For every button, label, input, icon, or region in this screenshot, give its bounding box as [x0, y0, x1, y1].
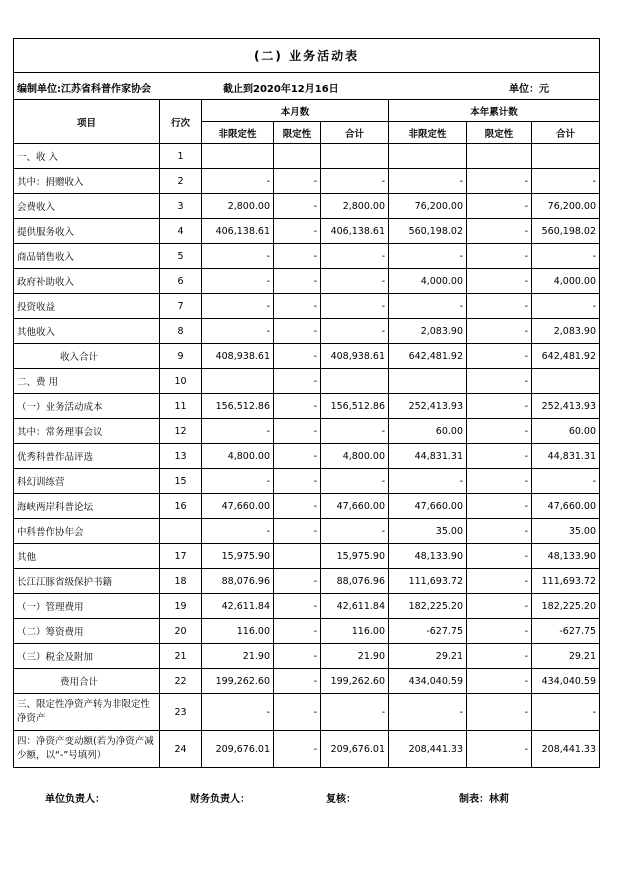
cell-year-total: 252,413.93	[532, 394, 600, 419]
cell-year-unrestricted: 642,481.92	[389, 344, 467, 369]
cell-month-restricted: -	[274, 344, 321, 369]
footer-preparer: 制表：林莉	[459, 794, 509, 805]
cell-year-unrestricted: 29.21	[389, 644, 467, 669]
cell-month-restricted	[274, 144, 321, 169]
row-line-number: 12	[160, 419, 202, 444]
cell-month-unrestricted: -	[202, 269, 274, 294]
cell-month-unrestricted	[202, 369, 274, 394]
cell-year-total: 642,481.92	[532, 344, 600, 369]
cell-month-total: 47,660.00	[321, 494, 389, 519]
cell-year-total: -	[532, 169, 600, 194]
row-item-name: 投资收益	[14, 294, 160, 319]
cell-year-total: 434,040.59	[532, 669, 600, 694]
cell-month-unrestricted: 116.00	[202, 619, 274, 644]
cell-year-total: 111,693.72	[532, 569, 600, 594]
cell-month-total: 408,938.61	[321, 344, 389, 369]
row-line-number: 18	[160, 569, 202, 594]
cell-year-total: 76,200.00	[532, 194, 600, 219]
cell-year-unrestricted: 44,831.31	[389, 444, 467, 469]
cell-year-restricted: -	[467, 169, 532, 194]
table-row	[14, 169, 600, 194]
cell-month-restricted: -	[274, 644, 321, 669]
cell-month-restricted: -	[274, 619, 321, 644]
cell-month-restricted: -	[274, 319, 321, 344]
cell-year-restricted: -	[467, 694, 532, 731]
cell-month-restricted: -	[274, 219, 321, 244]
row-line-number: 5	[160, 244, 202, 269]
cell-month-unrestricted: -	[202, 244, 274, 269]
cell-year-unrestricted: 47,660.00	[389, 494, 467, 519]
cell-month-total: -	[321, 419, 389, 444]
cell-year-total: 47,660.00	[532, 494, 600, 519]
cell-year-restricted: -	[467, 394, 532, 419]
cell-year-total: 48,133.90	[532, 544, 600, 569]
cell-year-total	[532, 144, 600, 169]
table-row	[14, 419, 600, 444]
table-row	[14, 569, 600, 594]
cell-year-unrestricted: 76,200.00	[389, 194, 467, 219]
row-item-name: 其他	[14, 544, 160, 569]
cell-month-unrestricted: 199,262.60	[202, 669, 274, 694]
cell-year-unrestricted: 48,133.90	[389, 544, 467, 569]
cell-year-restricted: -	[467, 269, 532, 294]
table-row	[14, 244, 600, 269]
cell-month-restricted	[274, 544, 321, 569]
cell-year-unrestricted: 60.00	[389, 419, 467, 444]
cell-year-total: 560,198.02	[532, 219, 600, 244]
row-item-name: 三、限定性净资产转为非限定性净资产	[14, 694, 160, 731]
footer-review: 复核：	[326, 794, 356, 805]
row-item-name: （一）管理费用	[14, 594, 160, 619]
statement-table	[13, 38, 600, 768]
cell-month-unrestricted: 47,660.00	[202, 494, 274, 519]
cell-month-total: -	[321, 469, 389, 494]
row-line-number: 1	[160, 144, 202, 169]
cell-month-total: 4,800.00	[321, 444, 389, 469]
cell-year-total: 60.00	[532, 419, 600, 444]
row-item-name: （二）筹资费用	[14, 619, 160, 644]
cell-month-unrestricted: 42,611.84	[202, 594, 274, 619]
row-line-number: 2	[160, 169, 202, 194]
cell-month-total: 116.00	[321, 619, 389, 644]
cell-year-total: 44,831.31	[532, 444, 600, 469]
cell-month-unrestricted: -	[202, 694, 274, 731]
cell-month-unrestricted: 21.90	[202, 644, 274, 669]
table-row	[14, 594, 600, 619]
row-line-number: 22	[160, 669, 202, 694]
cell-year-unrestricted: 182,225.20	[389, 594, 467, 619]
footer-unit-head: 单位负责人：	[45, 794, 105, 805]
row-item-name: 提供服务收入	[14, 219, 160, 244]
row-line-number: 23	[160, 694, 202, 731]
cell-month-total: -	[321, 319, 389, 344]
cell-year-total: 208,441.33	[532, 731, 600, 768]
row-item-name: 商品销售收入	[14, 244, 160, 269]
header-year-total: 合计	[532, 122, 600, 144]
table-row	[14, 144, 600, 169]
cell-month-restricted: -	[274, 294, 321, 319]
cell-year-restricted: -	[467, 469, 532, 494]
cell-month-total: 21.90	[321, 644, 389, 669]
row-item-name: 其他收入	[14, 319, 160, 344]
cell-year-total: -	[532, 294, 600, 319]
cell-year-restricted: -	[467, 494, 532, 519]
table-row	[14, 394, 600, 419]
cell-month-restricted: -	[274, 244, 321, 269]
cell-month-unrestricted: -	[202, 469, 274, 494]
cell-year-restricted: -	[467, 294, 532, 319]
cell-year-restricted: -	[467, 644, 532, 669]
row-item-name: 其中：捐赠收入	[14, 169, 160, 194]
table-row	[14, 194, 600, 219]
cell-month-total: 88,076.96	[321, 569, 389, 594]
header-year-restricted: 限定性	[467, 122, 532, 144]
cell-month-restricted: -	[274, 594, 321, 619]
cell-month-total: -	[321, 169, 389, 194]
cell-month-restricted: -	[274, 569, 321, 594]
cell-year-restricted: -	[467, 444, 532, 469]
row-item-name: 政府补助收入	[14, 269, 160, 294]
cell-month-total	[321, 144, 389, 169]
cell-month-unrestricted: 406,138.61	[202, 219, 274, 244]
row-line-number: 7	[160, 294, 202, 319]
cell-year-unrestricted: -	[389, 694, 467, 731]
row-line-number: 20	[160, 619, 202, 644]
table-row	[14, 544, 600, 569]
header-year-cumulative: 本年累计数	[389, 100, 600, 122]
row-item-name: （一）业务活动成本	[14, 394, 160, 419]
cell-year-unrestricted: -	[389, 294, 467, 319]
row-item-name: 其中：常务理事会议	[14, 419, 160, 444]
table-row	[14, 494, 600, 519]
cell-month-unrestricted: -	[202, 294, 274, 319]
cell-year-unrestricted: 252,413.93	[389, 394, 467, 419]
table-row	[14, 469, 600, 494]
header-month-unrestricted: 非限定性	[202, 122, 274, 144]
cell-year-unrestricted: -	[389, 169, 467, 194]
row-line-number	[160, 519, 202, 544]
header-current-month: 本月数	[202, 100, 389, 122]
cell-month-restricted: -	[274, 519, 321, 544]
cell-month-unrestricted: 4,800.00	[202, 444, 274, 469]
cell-month-unrestricted: 88,076.96	[202, 569, 274, 594]
cell-month-unrestricted: 209,676.01	[202, 731, 274, 768]
row-item-name: 会费收入	[14, 194, 160, 219]
cell-month-unrestricted: 156,512.86	[202, 394, 274, 419]
cell-year-total: -627.75	[532, 619, 600, 644]
row-line-number: 24	[160, 731, 202, 768]
cell-year-unrestricted: 434,040.59	[389, 669, 467, 694]
cell-year-unrestricted: 111,693.72	[389, 569, 467, 594]
cell-year-total: -	[532, 694, 600, 731]
cell-month-restricted: -	[274, 419, 321, 444]
table-row	[14, 344, 600, 369]
table-row	[14, 644, 600, 669]
table-row	[14, 319, 600, 344]
row-line-number: 19	[160, 594, 202, 619]
cell-year-unrestricted: 560,198.02	[389, 219, 467, 244]
cell-year-total	[532, 369, 600, 394]
row-item-name: 科幻训练营	[14, 469, 160, 494]
cell-month-total: 42,611.84	[321, 594, 389, 619]
row-item-name: 收入合计	[14, 344, 160, 369]
cell-month-total: 209,676.01	[321, 731, 389, 768]
cell-year-unrestricted: 2,083.90	[389, 319, 467, 344]
cell-year-unrestricted	[389, 144, 467, 169]
cell-month-unrestricted: -	[202, 519, 274, 544]
cell-month-total: 406,138.61	[321, 219, 389, 244]
row-line-number: 10	[160, 369, 202, 394]
row-item-name: （三）税金及附加	[14, 644, 160, 669]
cell-year-restricted: -	[467, 319, 532, 344]
cell-year-restricted: -	[467, 219, 532, 244]
cell-month-unrestricted: -	[202, 169, 274, 194]
row-line-number: 3	[160, 194, 202, 219]
cell-month-restricted: -	[274, 169, 321, 194]
unit-label: 编制单位:江苏省科普作家协会	[17, 84, 151, 95]
signature-footer	[0, 790, 620, 806]
cell-year-total: 182,225.20	[532, 594, 600, 619]
row-item-name: 长江江豚省级保护书籍	[14, 569, 160, 594]
row-line-number: 16	[160, 494, 202, 519]
footer-finance-head: 财务负责人：	[190, 794, 250, 805]
cell-month-total: 199,262.60	[321, 669, 389, 694]
header-month-restricted: 限定性	[274, 122, 321, 144]
activity-statement	[13, 38, 599, 768]
cell-year-restricted: -	[467, 419, 532, 444]
row-line-number: 6	[160, 269, 202, 294]
info-bar	[14, 73, 600, 100]
cell-month-total: -	[321, 244, 389, 269]
cell-year-restricted	[467, 144, 532, 169]
cell-month-unrestricted: -	[202, 319, 274, 344]
cell-month-restricted: -	[274, 669, 321, 694]
cell-month-total: -	[321, 519, 389, 544]
cell-year-restricted: -	[467, 344, 532, 369]
cell-month-unrestricted: 15,975.90	[202, 544, 274, 569]
table-row	[14, 519, 600, 544]
cell-year-restricted: -	[467, 244, 532, 269]
cell-year-unrestricted	[389, 369, 467, 394]
cell-month-restricted: -	[274, 369, 321, 394]
cell-year-restricted: -	[467, 594, 532, 619]
cell-year-unrestricted: 4,000.00	[389, 269, 467, 294]
cell-month-unrestricted: 408,938.61	[202, 344, 274, 369]
cell-year-restricted: -	[467, 519, 532, 544]
row-line-number: 21	[160, 644, 202, 669]
row-item-name: 四：净资产变动额(若为净资产减少额，以“-”号填列）	[14, 731, 160, 768]
cell-month-total: -	[321, 269, 389, 294]
cell-year-unrestricted: -627.75	[389, 619, 467, 644]
cell-month-unrestricted: -	[202, 419, 274, 444]
table-row	[14, 369, 600, 394]
row-line-number: 13	[160, 444, 202, 469]
cell-year-total: 29.21	[532, 644, 600, 669]
row-line-number: 15	[160, 469, 202, 494]
row-item-name: 费用合计	[14, 669, 160, 694]
cell-month-restricted: -	[274, 444, 321, 469]
cell-year-unrestricted: 208,441.33	[389, 731, 467, 768]
cell-month-total: 2,800.00	[321, 194, 389, 219]
cell-month-restricted: -	[274, 494, 321, 519]
cell-year-total: -	[532, 469, 600, 494]
table-row	[14, 731, 600, 768]
cell-month-total	[321, 369, 389, 394]
cell-year-restricted: -	[467, 619, 532, 644]
cell-month-total: -	[321, 694, 389, 731]
row-item-name: 二、费 用	[14, 369, 160, 394]
header-line: 行次	[160, 100, 202, 144]
header-item: 项目	[14, 100, 160, 144]
table-row	[14, 294, 600, 319]
cell-year-total: 4,000.00	[532, 269, 600, 294]
cell-month-total: 156,512.86	[321, 394, 389, 419]
cell-year-unrestricted: -	[389, 244, 467, 269]
header-month-total: 合计	[321, 122, 389, 144]
row-line-number: 11	[160, 394, 202, 419]
date-label: 截止到2020年12月16日	[223, 84, 339, 95]
cell-year-unrestricted: -	[389, 469, 467, 494]
table-row	[14, 219, 600, 244]
row-item-name: 海峡两岸科普论坛	[14, 494, 160, 519]
row-line-number: 8	[160, 319, 202, 344]
row-item-name: 中科普作协年会	[14, 519, 160, 544]
page-title: (二) 业务活动表	[14, 39, 600, 73]
cell-year-restricted: -	[467, 569, 532, 594]
table-row	[14, 669, 600, 694]
cell-month-restricted: -	[274, 469, 321, 494]
cell-month-restricted: -	[274, 731, 321, 768]
cell-year-restricted: -	[467, 369, 532, 394]
cell-month-unrestricted	[202, 144, 274, 169]
header-year-unrestricted: 非限定性	[389, 122, 467, 144]
cell-month-restricted: -	[274, 194, 321, 219]
row-line-number: 4	[160, 219, 202, 244]
cell-month-restricted: -	[274, 269, 321, 294]
cell-month-restricted: -	[274, 694, 321, 731]
cell-year-unrestricted: 35.00	[389, 519, 467, 544]
cell-year-restricted: -	[467, 669, 532, 694]
row-line-number: 17	[160, 544, 202, 569]
cell-year-restricted: -	[467, 544, 532, 569]
table-row	[14, 444, 600, 469]
table-row	[14, 619, 600, 644]
cell-month-total: 15,975.90	[321, 544, 389, 569]
cell-month-restricted: -	[274, 394, 321, 419]
table-row	[14, 269, 600, 294]
cell-year-total: 2,083.90	[532, 319, 600, 344]
cell-year-total: 35.00	[532, 519, 600, 544]
currency-label: 单位：元	[509, 84, 549, 95]
row-line-number: 9	[160, 344, 202, 369]
table-row	[14, 694, 600, 731]
row-item-name: 优秀科普作品评选	[14, 444, 160, 469]
cell-month-unrestricted: 2,800.00	[202, 194, 274, 219]
row-item-name: 一、收 入	[14, 144, 160, 169]
cell-year-restricted: -	[467, 731, 532, 768]
cell-year-total: -	[532, 244, 600, 269]
cell-month-total: -	[321, 294, 389, 319]
cell-year-restricted: -	[467, 194, 532, 219]
